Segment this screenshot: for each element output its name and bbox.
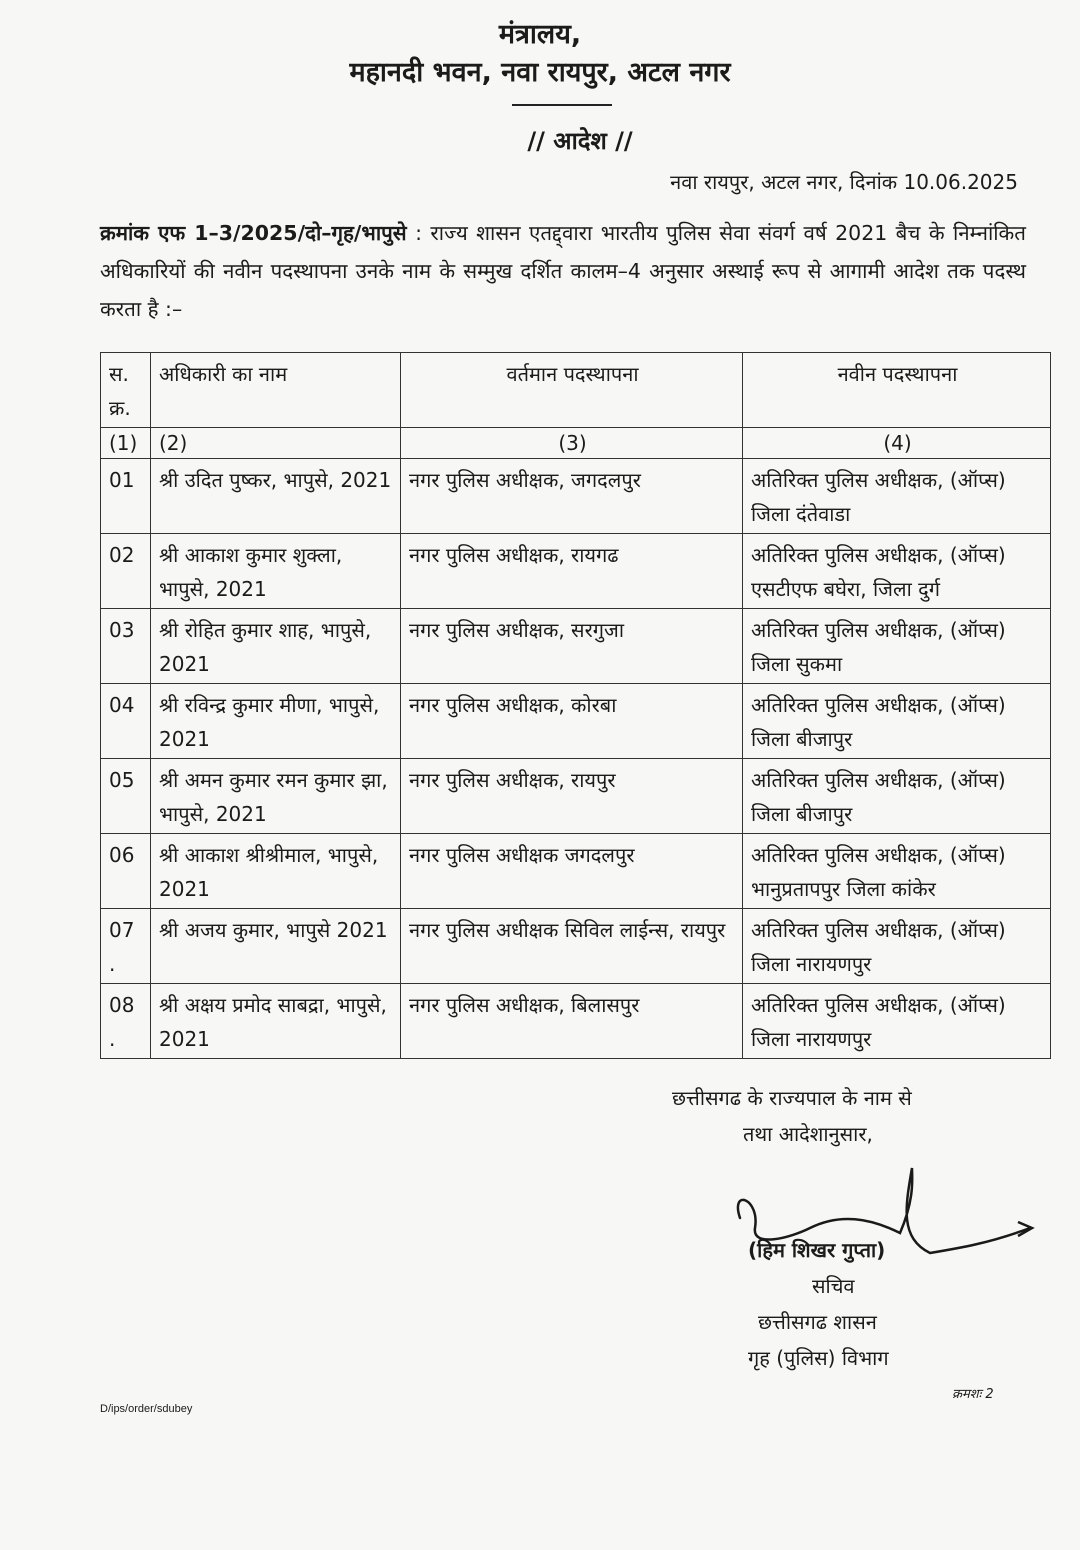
- table-row: [101, 909, 1051, 984]
- row-current-posting: नगर पुलिस अधीक्षक, रायपुर: [401, 759, 743, 834]
- row-new-posting: अतिरिक्त पुलिस अधीक्षक, (ऑप्स) एसटीएफ बघेरा, जिला दुर्ग: [743, 534, 1051, 609]
- table-row: [101, 834, 1051, 909]
- row-current-posting: नगर पुलिस अधीक्षक सिविल लाईन्स, रायपुर: [401, 909, 743, 984]
- row-new-posting: अतिरिक्त पुलिस अधीक्षक, (ऑप्स) भानुप्रतापपुर जिला कांकेर: [743, 834, 1051, 909]
- row-current-posting: नगर पुलिस अधीक्षक, सरगुजा: [401, 609, 743, 684]
- order-dateline: नवा रायपुर, अटल नगर, दिनांक 10.06.2025: [670, 170, 1018, 194]
- row-new-posting: अतिरिक्त पुलिस अधीक्षक, (ऑप्स) जिला नारायणपुर: [743, 984, 1051, 1059]
- row-serial: 07 .: [101, 909, 151, 984]
- header-serial: स. क्र.: [101, 353, 151, 428]
- col-number-4: (4): [743, 428, 1051, 459]
- row-officer-name: श्री अजय कुमार, भापुसे 2021: [151, 909, 401, 984]
- ministry-address: महानदी भवन, नवा रायपुर, अटल नगर: [349, 57, 731, 88]
- row-serial: 02: [101, 534, 151, 609]
- row-officer-name: श्री आकाश श्रीश्रीमाल, भापुसे, 2021: [151, 834, 401, 909]
- row-new-posting: अतिरिक्त पुलिस अधीक्षक, (ऑप्स) जिला नारायणपुर: [743, 909, 1051, 984]
- row-new-posting: अतिरिक्त पुलिस अधीक्षक, (ऑप्स) जिला बीजापुर: [743, 684, 1051, 759]
- order-number: क्रमांक एफ 1–3/2025/दो–गृह/भापुसे: [100, 221, 407, 245]
- row-serial: 05: [101, 759, 151, 834]
- signatory-name: (हिम शिखर गुप्ता): [748, 1238, 886, 1262]
- table-row: [101, 684, 1051, 759]
- row-current-posting: नगर पुलिस अधीक्षक, कोरबा: [401, 684, 743, 759]
- order-title: // आदेश //: [527, 127, 633, 155]
- row-serial: 06: [101, 834, 151, 909]
- row-current-posting: नगर पुलिस अधीक्षक, रायगढ: [401, 534, 743, 609]
- row-new-posting: अतिरिक्त पुलिस अधीक्षक, (ऑप्स) जिला दंतेवाडा: [743, 459, 1051, 534]
- row-current-posting: नगर पुलिस अधीक्षक, जगदलपुर: [401, 459, 743, 534]
- order-body-text: : राज्य शासन एतद्द्वारा भारतीय पुलिस सेवा संवर्ग वर्ष 2021 बैच के निम्नांकित अधिकारियों की नवीन पदस्थापना उनके नाम के सम्मुख दर्शित कालम–4 अनुसार अस्थाई रूप से आगामी आदेश तक पदस्थ करता है :–: [100, 221, 1026, 321]
- col-number-1: (1): [101, 428, 151, 459]
- ministry-title: मंत्रालय,: [498, 19, 582, 50]
- row-serial: 03: [101, 609, 151, 684]
- col-number-2: (2): [151, 428, 401, 459]
- row-officer-name: श्री अमन कुमार रमन कुमार झा, भापुसे, 2021: [151, 759, 401, 834]
- row-current-posting: नगर पुलिस अधीक्षक, बिलासपुर: [401, 984, 743, 1059]
- continued-note: क्रमशः 2: [952, 1387, 994, 1402]
- column-number-row: [101, 428, 1051, 459]
- table-row: [101, 984, 1051, 1059]
- header-new-posting: नवीन पदस्थापना: [743, 353, 1051, 428]
- row-serial: 01: [101, 459, 151, 534]
- signatory-government: छत्तीसगढ शासन: [758, 1310, 877, 1334]
- order-paragraph: [100, 214, 1026, 328]
- table-row: [101, 609, 1051, 684]
- authority-line-2: तथा आदेशानुसार,: [743, 1122, 873, 1146]
- row-current-posting: नगर पुलिस अधीक्षक जगदलपुर: [401, 834, 743, 909]
- header-divider: [512, 104, 612, 106]
- row-new-posting: अतिरिक्त पुलिस अधीक्षक, (ऑप्स) जिला बीजापुर: [743, 759, 1051, 834]
- header-current-posting: वर्तमान पदस्थापना: [401, 353, 743, 428]
- posting-table: [100, 352, 1051, 1059]
- signatory-designation: सचिव: [812, 1274, 855, 1298]
- row-officer-name: श्री रोहित कुमार शाह, भापुसे, 2021: [151, 609, 401, 684]
- row-serial: 04: [101, 684, 151, 759]
- row-officer-name: श्री रविन्द्र कुमार मीणा, भापुसे, 2021: [151, 684, 401, 759]
- row-officer-name: श्री उदित पुष्कर, भापुसे, 2021: [151, 459, 401, 534]
- signatory-department: गृह (पुलिस) विभाग: [748, 1346, 889, 1370]
- header-officer-name: अधिकारी का नाम: [151, 353, 401, 428]
- table-header-row: [101, 353, 1051, 428]
- file-reference: D/ips/order/sdubey: [100, 1403, 193, 1415]
- row-officer-name: श्री आकाश कुमार शुक्ला, भापुसे, 2021: [151, 534, 401, 609]
- authority-line-1: छत्तीसगढ के राज्यपाल के नाम से: [672, 1086, 912, 1110]
- row-serial: 08 .: [101, 984, 151, 1059]
- table-row: [101, 459, 1051, 534]
- table-row: [101, 759, 1051, 834]
- table-row: [101, 534, 1051, 609]
- col-number-3: (3): [401, 428, 743, 459]
- row-new-posting: अतिरिक्त पुलिस अधीक्षक, (ऑप्स) जिला सुकमा: [743, 609, 1051, 684]
- row-officer-name: श्री अक्षय प्रमोद साबद्रा, भापुसे, 2021: [151, 984, 401, 1059]
